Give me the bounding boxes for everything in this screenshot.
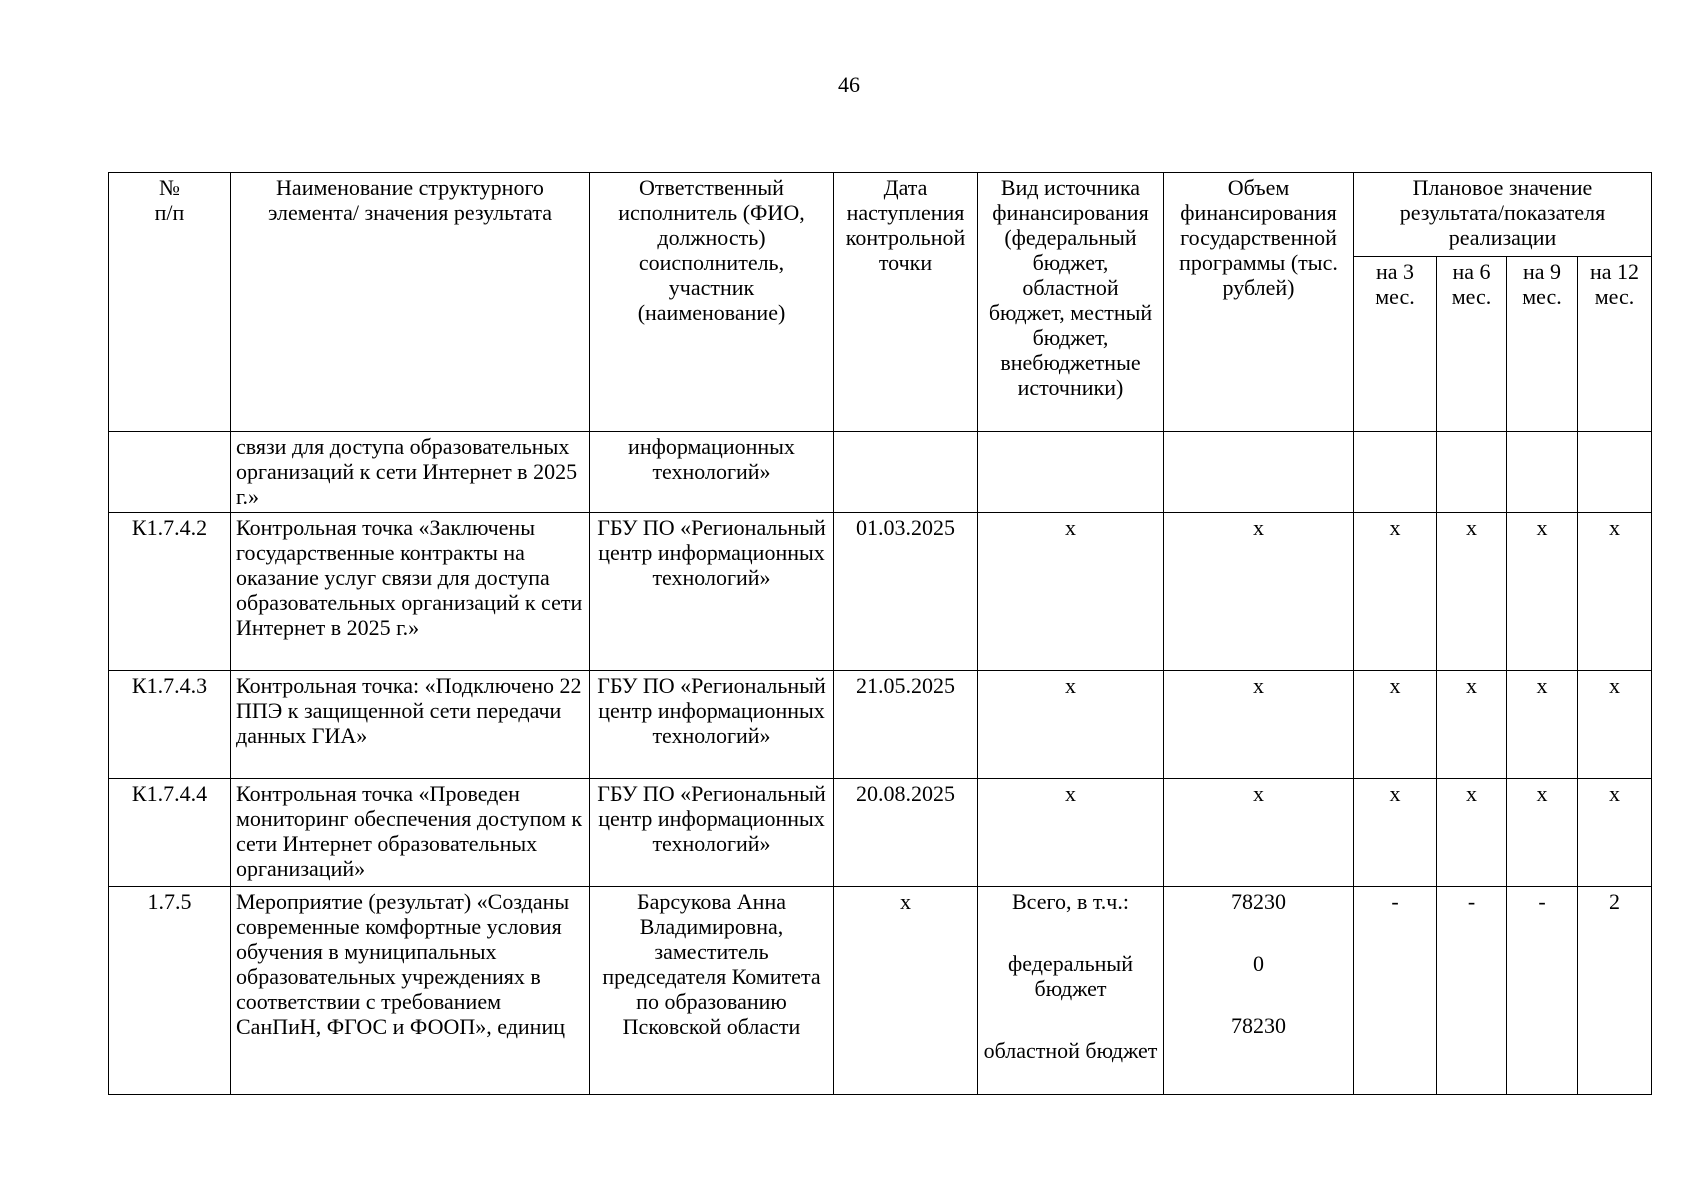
- row-date: х: [834, 887, 978, 1095]
- source-federal: федеральный бюджет: [1008, 951, 1133, 1001]
- row-source: х: [978, 671, 1164, 779]
- row-m12: 2: [1578, 887, 1652, 1095]
- row-source: [978, 432, 1164, 513]
- row-m12: х: [1578, 513, 1652, 671]
- row-volume: х: [1164, 513, 1354, 671]
- row-volume: х: [1164, 671, 1354, 779]
- row-source: [978, 887, 1164, 1095]
- row-volume: [1164, 887, 1354, 1095]
- row-date: [834, 432, 978, 513]
- row-responsible: ГБУ ПО «Региональный центр информационных технологий»: [590, 779, 834, 887]
- row-date: 01.03.2025: [834, 513, 978, 671]
- page-number: 46: [838, 72, 860, 97]
- row-m9: х: [1507, 513, 1578, 671]
- volume-federal: 0: [1253, 951, 1264, 976]
- table-row: [109, 779, 1652, 887]
- header-m12: на 12 мес.: [1578, 257, 1652, 432]
- header-planned: Плановое значение результата/показателя реализации: [1354, 173, 1652, 257]
- row-m3: х: [1354, 671, 1437, 779]
- row-date: 21.05.2025: [834, 671, 978, 779]
- header-num: № п/п: [109, 173, 231, 432]
- header-name: Наименование структурного элемента/ значения результата: [231, 173, 590, 432]
- table-row: [109, 513, 1652, 671]
- row-name: Контрольная точка «Заключены государственные контракты на оказание услуг связи для доступа образовательных организаций к сети Интернет в 2025 г.»: [231, 513, 590, 671]
- row-source: х: [978, 513, 1164, 671]
- table-row: [109, 671, 1652, 779]
- table-row: [109, 432, 1652, 513]
- row-m6: [1437, 432, 1507, 513]
- table-row: [109, 887, 1652, 1095]
- row-num: К1.7.4.3: [109, 671, 231, 779]
- header-date: Дата наступления контрольной точки: [834, 173, 978, 432]
- row-m6: х: [1437, 513, 1507, 671]
- row-m3: х: [1354, 779, 1437, 887]
- row-m3: -: [1354, 887, 1437, 1095]
- header-responsible: Ответственный исполнитель (ФИО, должность) соисполнитель, участник (наименование): [590, 173, 834, 432]
- row-m9: [1507, 432, 1578, 513]
- row-name: связи для доступа образовательных организаций к сети Интернет в 2025 г.»: [231, 432, 590, 513]
- source-regional: областной бюджет: [983, 1038, 1158, 1063]
- row-name: Контрольная точка: «Подключено 22 ППЭ к защищенной сети передачи данных ГИА»: [231, 671, 590, 779]
- row-m12: х: [1578, 779, 1652, 887]
- row-m12: [1578, 432, 1652, 513]
- volume-total: 78230: [1231, 889, 1286, 914]
- row-m6: х: [1437, 779, 1507, 887]
- row-source: х: [978, 779, 1164, 887]
- row-num: [109, 432, 231, 513]
- row-name: Мероприятие (результат) «Созданы современные комфортные условия обучения в муниципальных образовательных учреждениях в соответствии с требованием СанПиН, ФГОС и ФООП», единиц: [231, 887, 590, 1095]
- row-volume: х: [1164, 779, 1354, 887]
- row-m9: -: [1507, 887, 1578, 1095]
- row-m12: х: [1578, 671, 1652, 779]
- row-m9: х: [1507, 671, 1578, 779]
- header-source: Вид источника финансирования (федеральный бюджет, областной бюджет, местный бюджет, внебюджетные источники): [978, 173, 1164, 432]
- row-m9: х: [1507, 779, 1578, 887]
- header-m6: на 6 мес.: [1437, 257, 1507, 432]
- header-m9: на 9 мес.: [1507, 257, 1578, 432]
- header-volume: Объем финансирования государственной программы (тыс. рублей): [1164, 173, 1354, 432]
- row-m3: [1354, 432, 1437, 513]
- row-responsible: ГБУ ПО «Региональный центр информационных технологий»: [590, 671, 834, 779]
- row-responsible: Барсукова Анна Владимировна, заместитель председателя Комитета по образованию Псковской области: [590, 887, 834, 1095]
- header-m3: на 3 мес.: [1354, 257, 1437, 432]
- row-m6: х: [1437, 671, 1507, 779]
- row-responsible: ГБУ ПО «Региональный центр информационных технологий»: [590, 513, 834, 671]
- header-row: [109, 173, 1652, 257]
- volume-regional: 78230: [1231, 1013, 1286, 1038]
- row-num: К1.7.4.4: [109, 779, 231, 887]
- row-responsible: информационных технологий»: [590, 432, 834, 513]
- row-num: 1.7.5: [109, 887, 231, 1095]
- row-m6: -: [1437, 887, 1507, 1095]
- row-volume: [1164, 432, 1354, 513]
- source-total: Всего, в т.ч.:: [1012, 889, 1129, 914]
- program-table: [108, 172, 1652, 1095]
- row-name: Контрольная точка «Проведен мониторинг обеспечения доступом к сети Интернет образовательных организаций»: [231, 779, 590, 887]
- row-m3: х: [1354, 513, 1437, 671]
- row-num: К1.7.4.2: [109, 513, 231, 671]
- row-date: 20.08.2025: [834, 779, 978, 887]
